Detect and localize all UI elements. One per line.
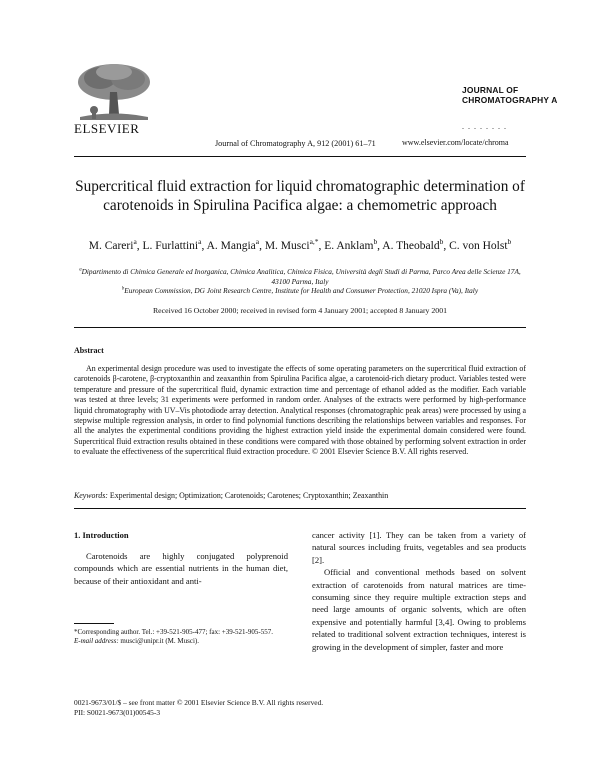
author-affil-mark: b — [507, 237, 512, 247]
journal-brand-line: CHROMATOGRAPHY A — [462, 94, 558, 105]
body-column-right — [312, 529, 526, 653]
abstract-heading: Abstract — [74, 346, 104, 355]
author-affil-mark: a,* — [309, 237, 319, 247]
affiliation-mark: a — [79, 267, 82, 273]
journal-brand-line: JOURNAL OF — [462, 85, 519, 95]
author-name: C. von Holst — [449, 240, 508, 252]
footnote-rule — [74, 623, 114, 624]
footnote — [74, 628, 288, 646]
author-name: M. Careri — [88, 240, 134, 252]
journal-url-link[interactable]: www.elsevier.com/locate/chroma — [402, 138, 509, 147]
keywords-list: Experimental design; Optimization; Carotenoids; Carotenes; Cryptoxanthin; Zeaxanthin — [109, 491, 389, 500]
received-dates: Received 16 October 2000; received in revised form 4 January 2001; accepted 8 January 2001 — [152, 306, 447, 315]
elsevier-tree-logo — [70, 62, 158, 122]
affiliation-text: European Commission, DG Joint Research Centre, Institute for Health and Consumer Protection, 21020 Ispra (Va), Italy — [124, 286, 479, 295]
body-paragraph: Official and conventional methods based on solvent extraction of carotenoids from natural matrices are time-consuming since they require multiple extraction steps and need large amounts of organic solvents, which are often expensive and potentially harmful [3,4]. Owing to problems related to traditional solvent extraction techniques, interest is growing in the development of simpler, faster and more — [312, 567, 526, 652]
author-name: A. Mangia — [206, 240, 256, 252]
body-paragraph-left: Carotenoids are highly conjugated polyprenoid compounds which are essential nutrients in the human diet, because of their antioxidant and anti- — [74, 551, 288, 586]
author-affil-mark: a — [198, 237, 202, 247]
email-label: E-mail address: — [74, 637, 119, 646]
author-affil-mark: a — [255, 237, 260, 247]
author-name: M. Musci — [264, 240, 310, 252]
affiliation-text: Dipartimento di Chimica Generale ed Inorganica, Chimica Analitica, Chimica Fisica, Università degli Studi di Parma, Parco Area delle Scienze 17A, 43100 Parma, Italy — [81, 267, 521, 286]
author-affil-mark: b — [373, 237, 378, 247]
publisher-name: ELSEVIER — [74, 121, 140, 136]
keywords-label: Keywords: — [74, 491, 108, 500]
pii-line: PII: S0021-9673(01)00545-3 — [74, 708, 161, 717]
author-name: L. Furlattini — [142, 240, 199, 252]
copyright-line: 0021-9673/01/$ – see front matter © 2001 Elsevier Science B.V. All rights reserved. — [74, 698, 324, 707]
author-affil-mark: b — [439, 237, 444, 247]
brand-dots-decoration: . . . . . . . . — [462, 122, 507, 131]
corresponding-author-note: *Corresponding author. Tel.: +39-521-905-477; fax: +39-521-905-557. — [74, 628, 273, 636]
copyright-block — [74, 698, 323, 718]
article-title: Supercritical fluid extraction for liquid chromatographic determination of carotenoids in Spirulina Pacifica algae: a chemometric approach — [75, 178, 525, 214]
journal-brand — [462, 86, 557, 105]
email-address[interactable]: musci@unipr.it (M. Musci). — [120, 637, 199, 646]
keywords-divider — [74, 508, 526, 509]
abstract-divider — [74, 327, 526, 328]
author-name: A. Theobald — [382, 240, 440, 252]
body-paragraph: cancer activity [1]. They can be taken from a variety of natural sources including fruits, vegetables and sea products [2]. — [312, 530, 526, 565]
journal-reference: Journal of Chromatography A, 912 (2001) 61–71 — [215, 139, 376, 148]
abstract-text: An experimental design procedure was used to investigate the effects of some operating parameters on the supercritical fluid extraction of carotenoids β-carotene, β-cryptoxanthin and zeaxanthin from Spirulina Pacifica algae, a carotenoid-rich dietary product. Variables tested were temperature and pressure of the supercritical fluid, dynamic extraction time and percentage of ethanol added as the modifier. Each variable was tested at three levels; 31 experiments were performed in random order. Analyses of the extracts were performed by high-performance liquid chromatography with UV–Vis photodiode array detection. Analytical responses (chromatographic peak areas) were processed by using a stepwise multiple regression analysis, in order to find polynomial functions describing the relationships between variables and responses. For all the analytes the experimental conditions providing the highest extraction yield inside the experimental domain considered were found. Supercritical fluid extraction results obtained in these conditions were compared with those obtained by performing solvent extraction in order to evaluate the effectiveness of the supercritical fluid extraction procedure. © 2001 Elsevier Science B.V. All rights reserved. — [74, 364, 526, 457]
header-divider — [74, 156, 526, 157]
affiliation-mark: b — [121, 286, 125, 292]
author-name: E. Anklam — [324, 240, 374, 252]
affiliations — [74, 267, 526, 296]
email-note — [74, 637, 288, 646]
affiliation-item — [74, 286, 526, 296]
section-heading-introduction: 1. Introduction — [74, 530, 129, 540]
affiliation-item — [74, 267, 526, 286]
author-list: M. Careri$^a$, L. Furlattini$^a$, A. Mangia$^a$, M. Musci$^{a,*}$, E. Anklam$^b$, A. Theobald$^b$, C. von Holst$^b$ — [88, 237, 512, 252]
keywords — [74, 491, 526, 500]
author-affil-mark: a — [133, 237, 137, 247]
